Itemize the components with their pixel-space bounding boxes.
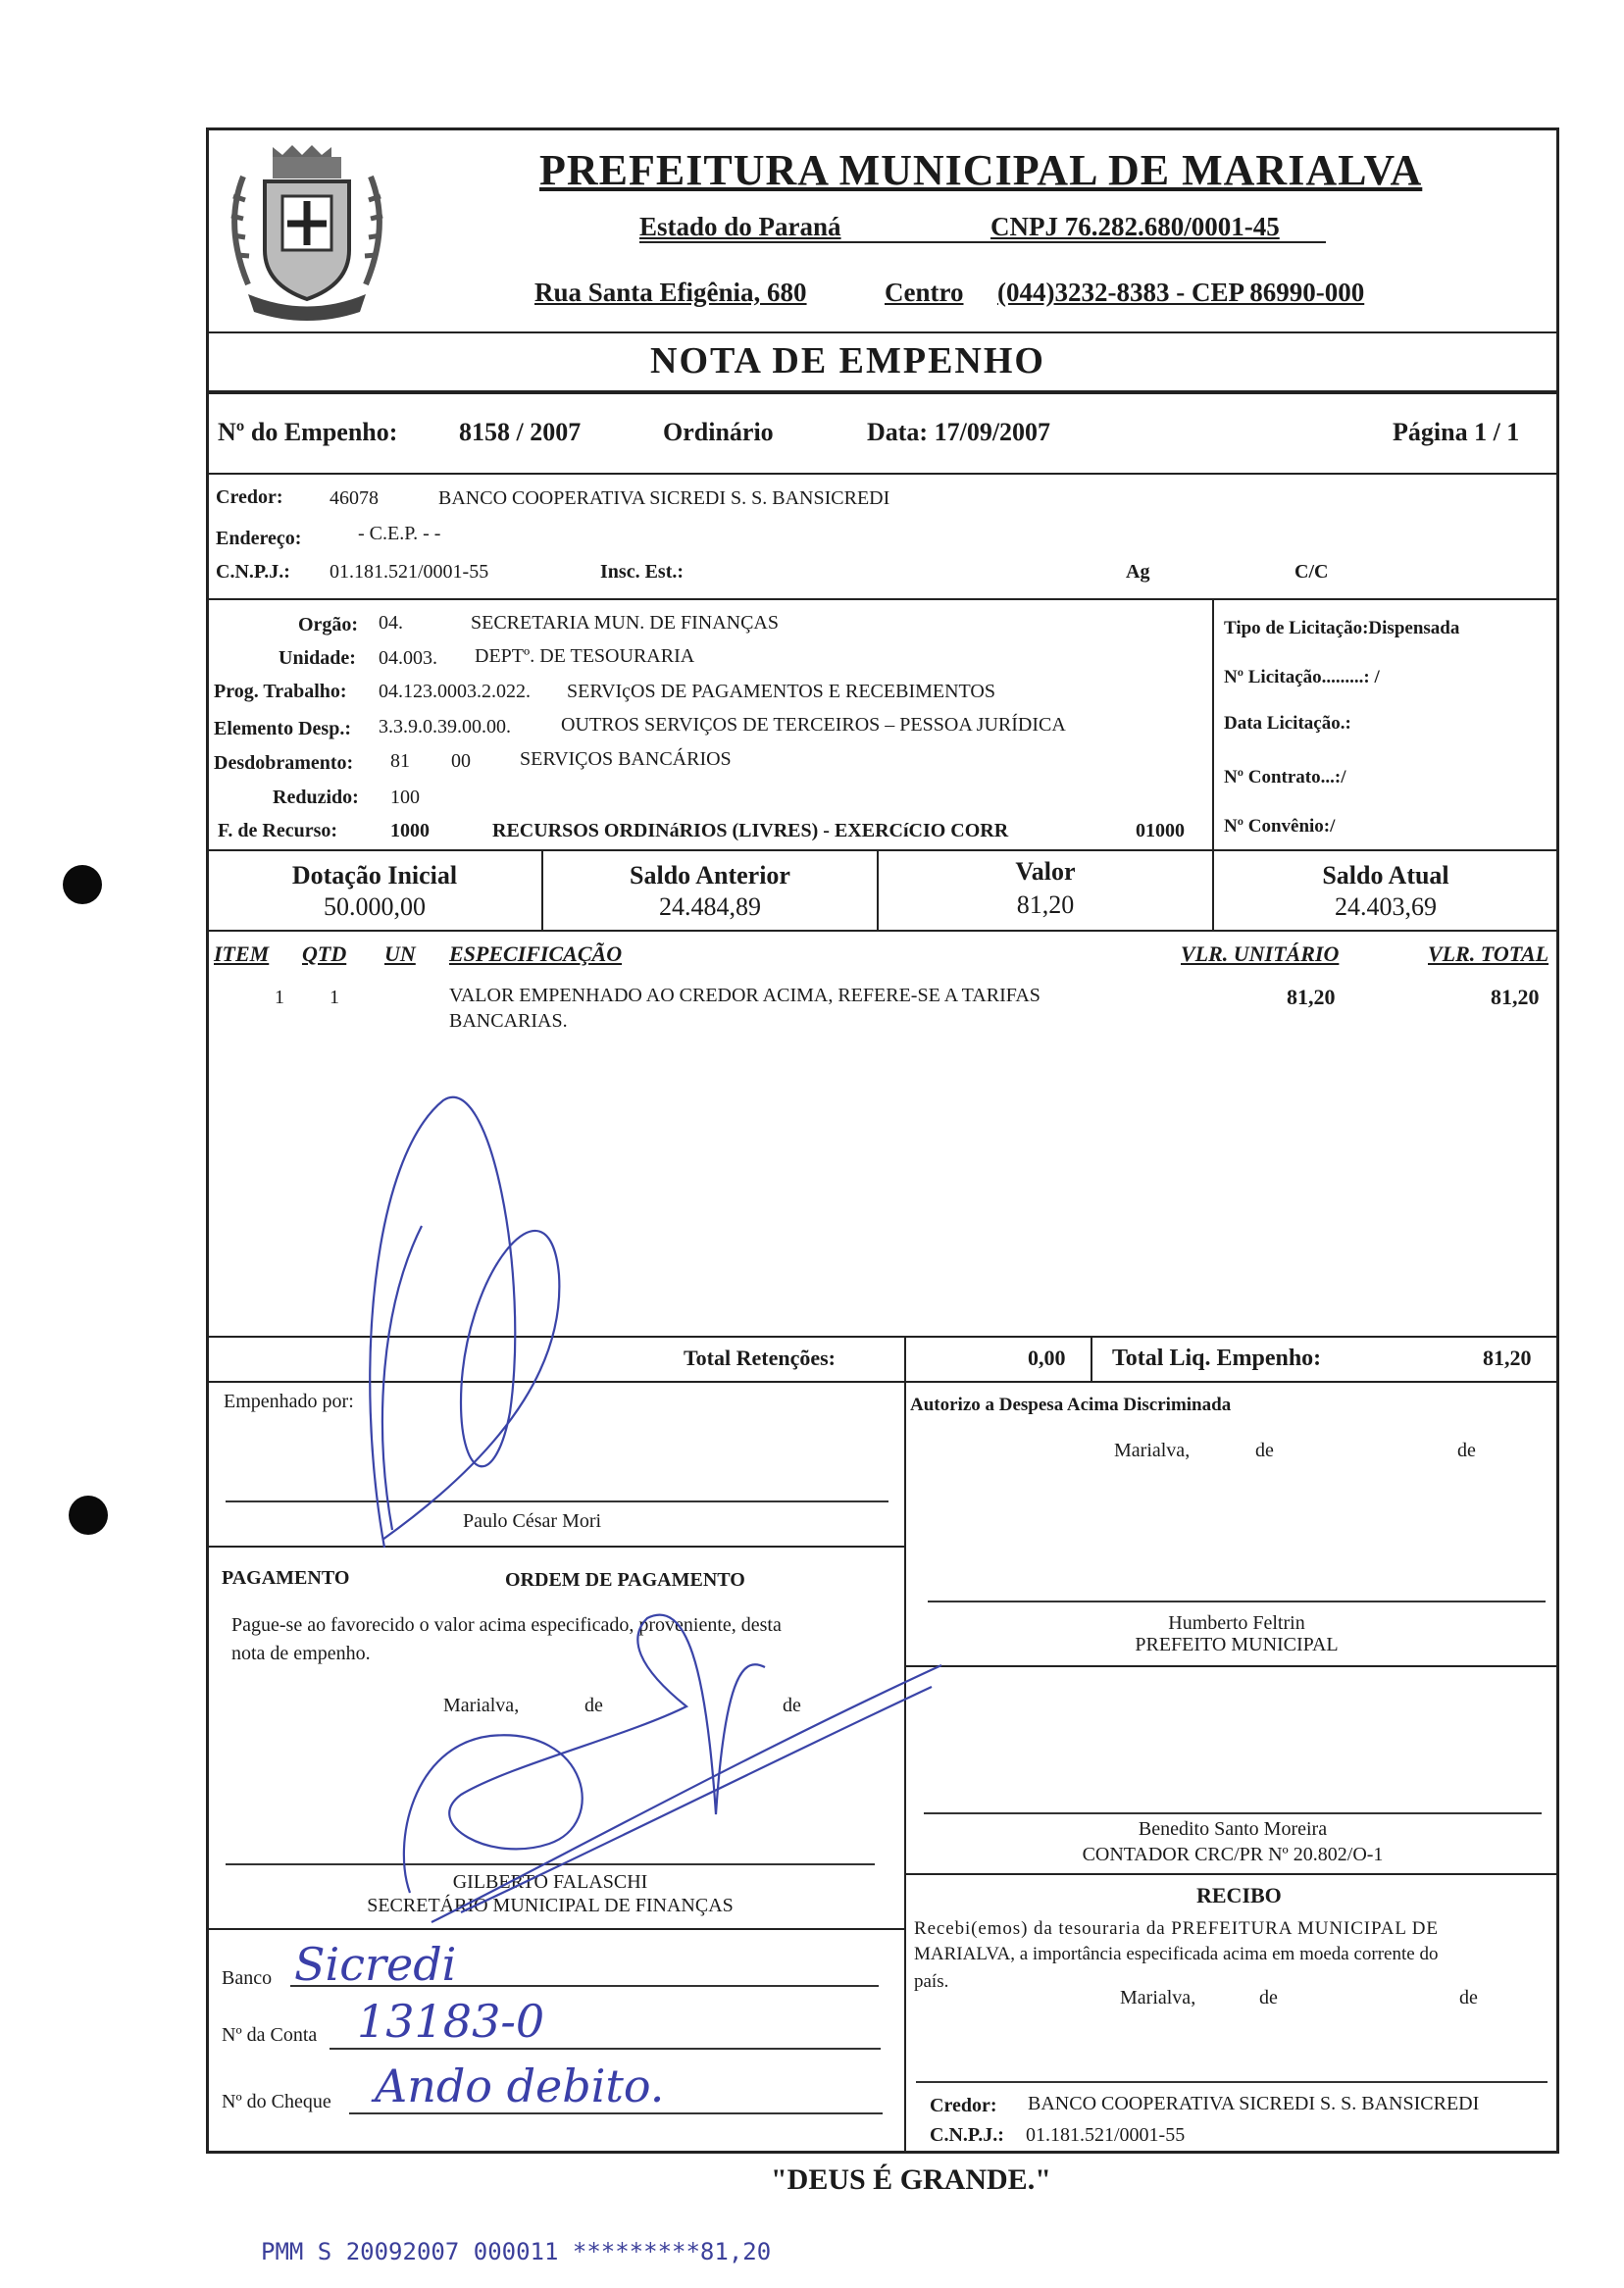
recibo-text-line2: MARIALVA, a importância especificada acima em moeda corrente do [914, 1944, 1439, 1964]
recibo-title: RECIBO [1196, 1883, 1282, 1907]
contrato-number: Nº Contrato...:/ [1224, 767, 1346, 788]
saldo-atual-label: Saldo Atual [1322, 861, 1449, 890]
state-label: Estado do Paraná [639, 212, 841, 241]
ordem-pagamento-title: ORDEM DE PAGAMENTO [505, 1569, 745, 1591]
recurso-name: RECURSOS ORDINáRIOS (LIVRES) - EXERCíCIO CORR [492, 820, 1009, 841]
item-qty: 1 [330, 987, 339, 1008]
licitacao-tipo: Tipo de Licitação:Dispensada [1224, 618, 1460, 638]
contador-role: CONTADOR CRC/PR Nº 20.802/O-1 [1082, 1844, 1384, 1865]
issuer-cnpj: CNPJ 76.282.680/0001-45 [990, 212, 1280, 241]
elemento-name: OUTROS SERVIÇOS DE TERCEIROS – PESSOA JURÍDICA [561, 714, 1066, 736]
orgao-code: 04. [379, 612, 403, 634]
item-number: 1 [275, 987, 284, 1008]
reduzido-value: 100 [390, 787, 420, 808]
contador-name: Benedito Santo Moreira [1138, 1818, 1328, 1840]
saldo-anterior-label: Saldo Anterior [630, 861, 790, 890]
retencoes-value: 0,00 [1028, 1346, 1066, 1370]
prog-label: Prog. Trabalho: [214, 681, 347, 702]
unidade-name: DEPTº. DE TESOURARIA [475, 645, 695, 667]
banco-handwritten: Sicredi [294, 1938, 457, 1991]
recibo-cnpj-label: C.N.P.J.: [930, 2124, 1004, 2146]
pagamento-place: Marialva, [443, 1695, 520, 1716]
col-qtd-header: QTD [302, 941, 347, 966]
address-value: - C.E.P. - - [358, 523, 441, 544]
recibo-place: Marialva, [1120, 1987, 1196, 2008]
recibo-de1: de [1259, 1987, 1278, 2008]
liq-empenho-value: 81,20 [1483, 1346, 1532, 1370]
autorizo-de1: de [1255, 1440, 1274, 1461]
motto: "DEUS É GRANDE." [771, 2163, 1051, 2196]
prog-name: SERVIçOS DE PAGAMENTOS E RECEBIMENTOS [567, 681, 995, 702]
empenho-number: 8158 / 2007 [459, 418, 582, 446]
recibo-cnpj: 01.181.521/0001-55 [1026, 2124, 1186, 2146]
credor-name: BANCO COOPERATIVA SICREDI S. S. BANSICREDI [438, 487, 890, 509]
recibo-credor-name: BANCO COOPERATIVA SICREDI S. S. BANSICREDI [1028, 2093, 1480, 2114]
recurso-code: 1000 [390, 820, 430, 841]
recurso-number: 01000 [1136, 820, 1185, 841]
empenho-date: Data: 17/09/2007 [867, 418, 1051, 446]
empenho-number-label: Nº do Empenho: [218, 418, 398, 446]
elemento-code: 3.3.9.0.39.00.00. [379, 716, 511, 737]
credor-label: Credor: [216, 486, 283, 508]
col-un-header: UN [384, 941, 416, 966]
col-total-header: VLR. TOTAL [1428, 941, 1549, 966]
prefeito-name: Humberto Feltrin [1168, 1612, 1305, 1634]
secretario-name: GILBERTO FALASCHI [452, 1871, 648, 1893]
saldo-anterior-value: 24.484,89 [659, 892, 761, 921]
dotacao-inicial-value: 50.000,00 [324, 892, 426, 921]
desdobramento-name: SERVIÇOS BANCÁRIOS [520, 748, 732, 770]
pagamento-text-line2: nota de empenho. [231, 1643, 371, 1664]
conta-label: Nº da Conta [222, 2024, 318, 2046]
col-unit-header: VLR. UNITÁRIO [1181, 941, 1340, 966]
valor-label: Valor [1015, 857, 1076, 886]
orgao-label: Orgão: [298, 614, 359, 636]
recibo-text-line3: país. [914, 1971, 949, 1992]
cheque-label: Nº do Cheque [222, 2091, 331, 2112]
saldo-atual-value: 24.403,69 [1335, 892, 1437, 921]
empenhado-name: Paulo César Mori [463, 1510, 602, 1532]
autorizo-place: Marialva, [1114, 1440, 1191, 1461]
banco-label: Banco [222, 1967, 273, 1989]
conta-handwritten: 13183-0 [357, 1995, 545, 2048]
recibo-credor-label: Credor: [930, 2095, 997, 2116]
pagamento-de1: de [584, 1695, 603, 1716]
liq-empenho-label: Total Liq. Empenho: [1112, 1346, 1322, 1371]
credor-cnpj-label: C.N.P.J.: [216, 561, 290, 583]
credor-code: 46078 [330, 487, 379, 509]
desdobramento-label: Desdobramento: [214, 752, 354, 774]
reduzido-label: Reduzido: [273, 787, 359, 808]
issuer-phone-cep: (044)3232-8383 - CEP 86990-000 [997, 278, 1365, 307]
unidade-code: 04.003. [379, 647, 437, 669]
prefeito-role: PREFEITO MUNICIPAL [1135, 1634, 1339, 1655]
unidade-label: Unidade: [279, 647, 356, 669]
autorizo-de2: de [1457, 1440, 1476, 1461]
col-item-header: ITEM [214, 941, 270, 966]
issuer-district: Centro [885, 278, 964, 307]
document-title: NOTA DE EMPENHO [650, 340, 1045, 381]
pagamento-de2: de [783, 1695, 801, 1716]
mechanical-stamp: PMM S 20092007 000011 *********81,20 [261, 2238, 772, 2265]
item-description-line2: BANCARIAS. [449, 1010, 568, 1032]
dotacao-inicial-label: Dotação Inicial [291, 861, 458, 890]
orgao-name: SECRETARIA MUN. DE FINANÇAS [471, 612, 779, 634]
cheque-handwritten: Ando debito. [375, 2059, 665, 2112]
retencoes-label: Total Retenções: [684, 1346, 836, 1370]
address-label: Endereço: [216, 528, 302, 549]
issuer-title: PREFEITURA MUNICIPAL DE MARIALVA [539, 146, 1423, 194]
licitacao-numero: Nº Licitação.........: / [1224, 667, 1380, 687]
issuer-street: Rua Santa Efigênia, 680 [534, 278, 807, 307]
pagamento-text-line1: Pague-se ao favorecido o valor acima especificado, proveniente, desta [231, 1614, 782, 1636]
insc-est-label: Insc. Est.: [600, 561, 685, 583]
page-number: Página 1 / 1 [1393, 418, 1520, 446]
credor-cnpj: 01.181.521/0001-55 [330, 561, 489, 583]
empenho-type: Ordinário [663, 418, 774, 446]
item-description-line1: VALOR EMPENHADO AO CREDOR ACIMA, REFERE-SE A TARIFAS [449, 985, 1040, 1006]
item-unit-value: 81,20 [1287, 985, 1336, 1009]
recurso-label: F. de Recurso: [218, 820, 338, 841]
autorizo-title: Autorizo a Despesa Acima Discriminada [910, 1395, 1232, 1415]
account-label: C/C [1294, 561, 1329, 583]
licitacao-data: Data Licitação.: [1224, 713, 1351, 734]
prog-code: 04.123.0003.2.022. [379, 681, 531, 702]
item-total-value: 81,20 [1491, 985, 1540, 1009]
convenio-number: Nº Convênio:/ [1224, 816, 1336, 837]
col-espec-header: ESPECIFICAÇÃO [449, 941, 623, 966]
desdobramento-code: 81 [390, 750, 410, 772]
recibo-de2: de [1459, 1987, 1478, 2008]
empenhado-label: Empenhado por: [224, 1391, 354, 1412]
recibo-text-line1: Recebi(emos) da tesouraria da PREFEITURA MUNICIPAL DE [914, 1918, 1439, 1939]
pagamento-label: PAGAMENTO [222, 1567, 350, 1589]
secretario-role: SECRETÁRIO MUNICIPAL DE FINANÇAS [367, 1895, 734, 1916]
desdobramento-sub: 00 [451, 750, 471, 772]
valor-value: 81,20 [1016, 890, 1075, 919]
agency-label: Ag [1126, 561, 1150, 583]
elemento-label: Elemento Desp.: [214, 718, 351, 739]
